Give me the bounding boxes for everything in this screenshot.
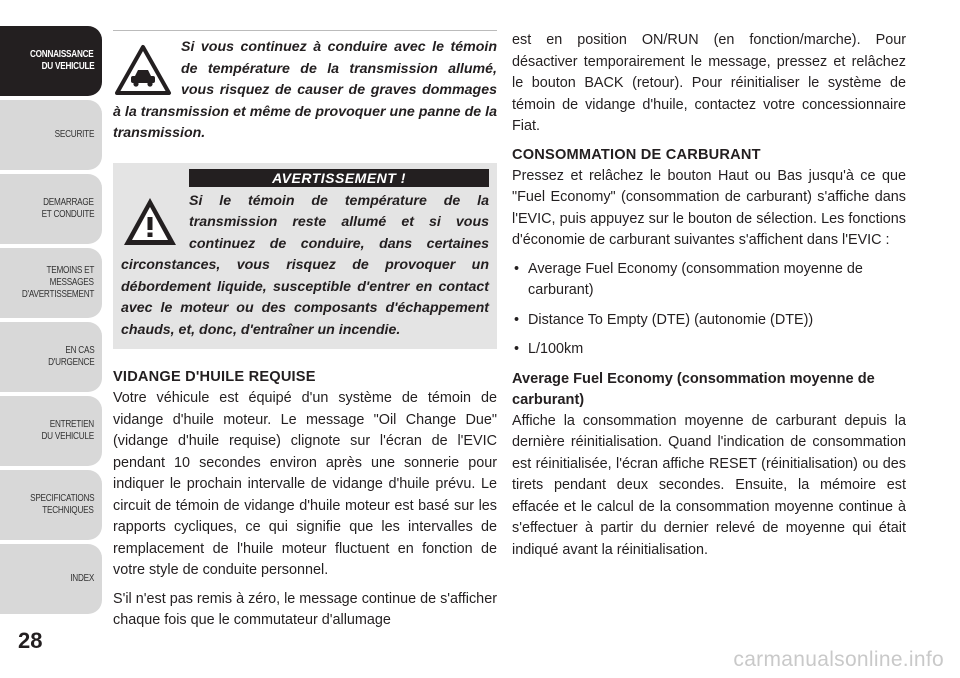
- tab-label-line: CONNAISSANCE: [30, 49, 94, 60]
- left-column: [113, 30, 497, 639]
- caution-text: Si vous continuez à conduire avec le témoin de température de la transmission allumé, vous risquez de causer de graves dommages à la transmission et même de provoquer une panne de la transmission.: [113, 39, 497, 141]
- tab-entretien-du-vehicule[interactable]: [0, 396, 102, 466]
- subsection-heading: Average Fuel Economy (consommation moyenne de carburant): [512, 370, 875, 408]
- tab-label-line: DU VEHICULE: [41, 431, 94, 442]
- list-item: • L/100km: [512, 339, 906, 361]
- tab-specifications-techniques[interactable]: [0, 470, 102, 540]
- paragraph: Affiche la consommation moyenne de carburant depuis la dernière réinitialisation. Quand l'indication de consommation est réinitialisée, l'écran affiche RESET (réinitialisation) ou des tirets pendant deux secondes. Ensuite, la mémoire est effacée et le calcul de la consommation moyenne continue à s'effectuer à partir du dernier relevé de moyenne qui était indiqué avant la réinitialisation.: [512, 412, 906, 558]
- list-item: • Average Fuel Economy (consommation moyenne de carburant): [512, 259, 906, 302]
- warning-box: [113, 163, 497, 350]
- list-item: • Distance To Empty (DTE) (autonomie (DTE)): [512, 310, 906, 332]
- tab-label-line: DEMARRAGE: [43, 197, 94, 208]
- tab-label-line: ET CONDUITE: [41, 209, 94, 220]
- warning-text: Si le témoin de température de la transmission reste allumé et si vous continuez de conduire, dans certaines circonstances, vous risquez de provoquer un débordement liquide, susceptible d'entrer en contact avec le moteur ou des composants d'échappement chauds, et, donc, d'entraîner un incendie.: [121, 192, 489, 338]
- car-caution-icon: [113, 43, 177, 99]
- tab-label-line: SECURITE: [54, 129, 94, 140]
- section-heading-fuel: CONSOMMATION DE CARBURANT: [512, 146, 761, 163]
- chapter-tabs: [0, 26, 102, 618]
- warning-title: AVERTISSEMENT !: [189, 169, 489, 187]
- caution-box: [113, 30, 497, 145]
- tab-label-line: TECHNIQUES: [42, 505, 94, 516]
- warning-triangle-icon: [121, 195, 181, 251]
- section-heading-oil: VIDANGE D'HUILE REQUISE: [113, 369, 316, 385]
- paragraph: S'il n'est pas remis à zéro, le message continue de s'afficher chaque fois que le commutateur d'allumage: [113, 590, 497, 628]
- paragraph: Pressez et relâchez le bouton Haut ou Bas jusqu'à ce que "Fuel Economy" (consommation de carburant) s'affiche dans l'EVIC, puis appuyez sur le bouton de sélection. Les fonctions d'économie de carburant suivantes s'affichent dans l'EVIC :: [512, 167, 906, 248]
- watermark: carmanualsonline.info: [733, 648, 944, 671]
- tab-index[interactable]: [0, 544, 102, 614]
- paragraph: Votre véhicule est équipé d'un système de témoin de vidange d'huile moteur. Le message "Oil Change Due" (vidange d'huile requise) clignote sur l'écran de l'EVIC pendant 10 secondes environ après une sonnerie pour indiquer le prochain intervalle de vidange d'huile prévu. Le circuit de témoin de vidange d'huile moteur est basé sur les rapports cycliques, ce qui signifie que les intervalles de remplacement de l'huile moteur fluctuent en fonction de votre style de conduite personnel.: [113, 390, 497, 578]
- tab-label-line: D'URGENCE: [47, 357, 94, 368]
- paragraph: est en position ON/RUN (en fonction/marche). Pour désactiver temporairement le message, pressez et relâchez le bouton BACK (retour). Pour réinitialiser le système de témoin de vidange d'huile, contactez votre concessionnaire Fiat.: [512, 32, 906, 134]
- tab-temoins-et-messages[interactable]: [0, 248, 102, 318]
- tab-connaissance-du-vehicule[interactable]: [0, 26, 102, 96]
- tab-label-line: SPECIFICATIONS: [29, 493, 94, 504]
- tab-securite[interactable]: [0, 100, 102, 170]
- tab-label-line: INDEX: [70, 573, 94, 584]
- fuel-functions-list: [512, 259, 906, 361]
- tab-label-line: DU VEHICULE: [41, 61, 94, 72]
- page-number: 28: [18, 628, 43, 653]
- tab-label-line: ENTRETIEN: [49, 419, 94, 430]
- right-column: [512, 30, 906, 568]
- tab-label-line: MESSAGES: [49, 277, 94, 288]
- tab-label-line: EN CAS: [64, 345, 94, 356]
- tab-label-line: TEMOINS ET: [46, 265, 94, 276]
- tab-demarrage-et-conduite[interactable]: [0, 174, 102, 244]
- tab-label-line: D'AVERTISSEMENT: [21, 289, 94, 300]
- tab-en-cas-d-urgence[interactable]: [0, 322, 102, 392]
